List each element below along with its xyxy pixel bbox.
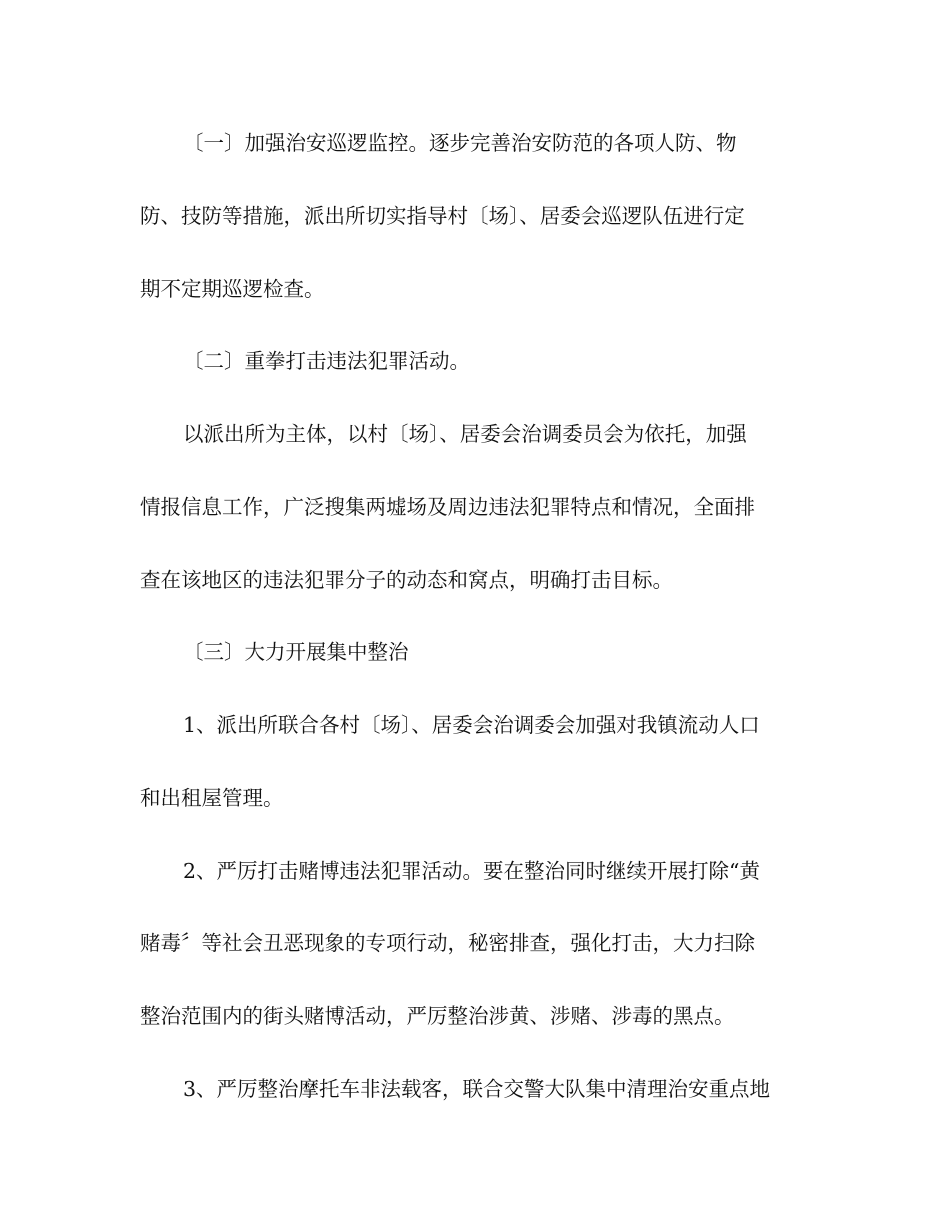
text-line: 整治范围内的街头赌博活动，严厉整治涉黄、涉赌、涉毒的黑点。 <box>140 1004 735 1028</box>
text-line: 〔三〕大力开展集中整治 <box>183 640 409 664</box>
text-line: 1、派出所联合各村〔场〕、居委会治调委会加强对我镇流动人口 <box>183 713 760 737</box>
text-line: 查在该地区的违法犯罪分子的动态和窝点，明确打击目标。 <box>140 568 673 592</box>
text-line: 3、严厉整治摩托车非法载客，联合交警大队集中清理治安重点地 <box>183 1077 771 1101</box>
text-line: 赌毒〞等社会丑恶现象的专项行动，秘密排查，强化打击，大力扫除 <box>140 931 755 955</box>
text-line: 〔二〕重拳打击违法犯罪活动。 <box>183 349 470 373</box>
text-line: 期不定期巡逻检查。 <box>140 277 325 301</box>
text-line: 以派出所为主体，以村〔场〕、居委会治调委员会为依托，加强 <box>183 422 747 446</box>
text-line: 2、严厉打击赌博违法犯罪活动。要在整治同时继续开展打除“黄 <box>183 859 761 883</box>
text-line: 和出租屋管理。 <box>140 786 284 810</box>
text-line: 〔一〕加强治安巡逻监控。逐步完善治安防范的各项人防、物 <box>183 131 737 155</box>
text-line: 防、技防等措施，派出所切实指导村〔场〕、居委会巡逻队伍进行定 <box>140 204 745 228</box>
text-line: 情报信息工作，广泛搜集两墟场及周边违法犯罪特点和情况，全面排 <box>140 495 755 519</box>
